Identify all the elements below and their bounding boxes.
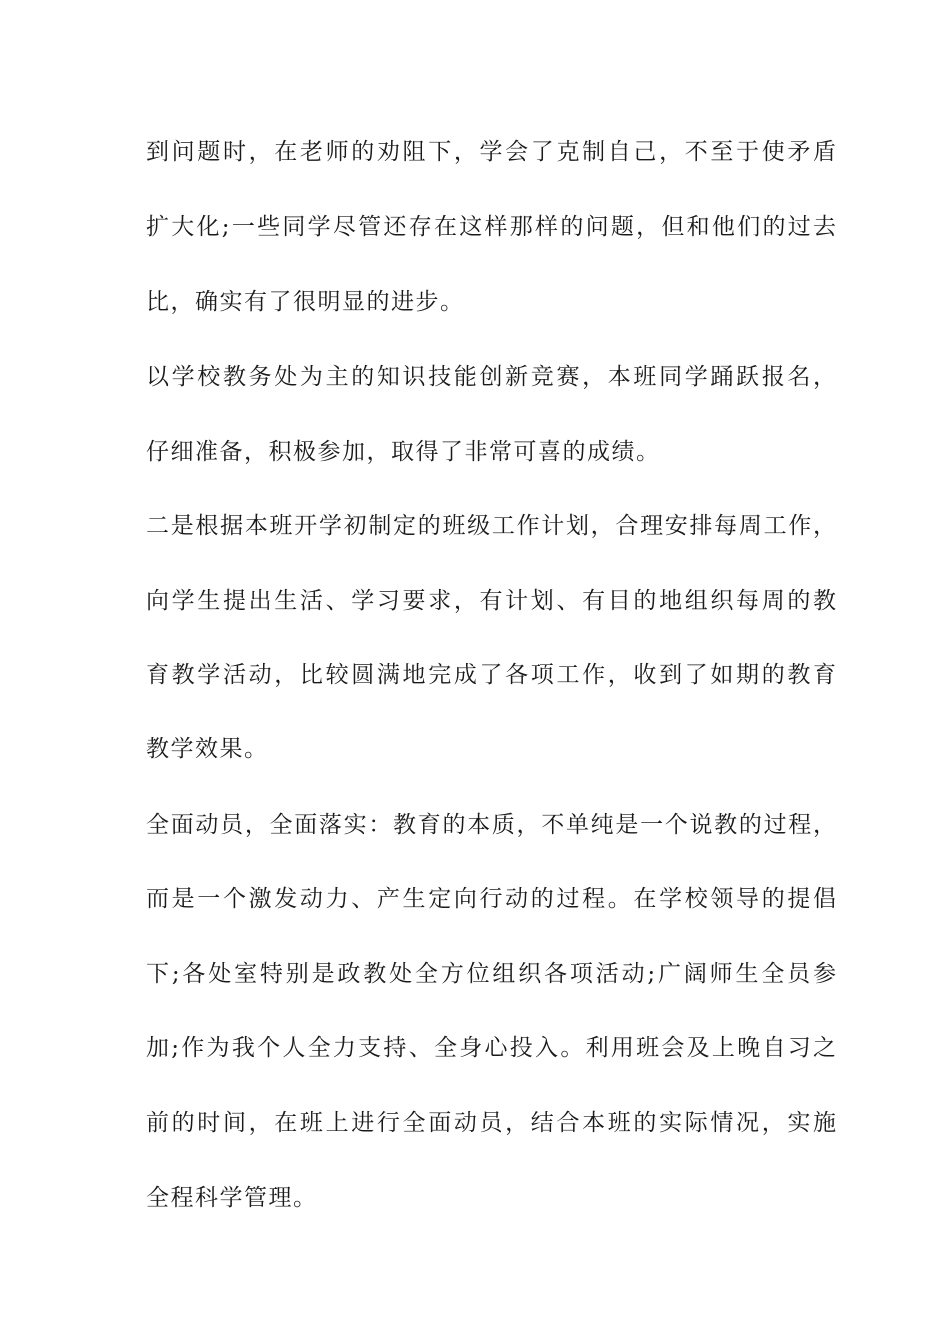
text-line: 加;作为我个人全力支持、全身心投入。利用班会及上晚自习之 (146, 1035, 836, 1061)
text-line: 前的时间，在班上进行全面动员，结合本班的实际情况，实施 (146, 1110, 836, 1136)
text-line: 扩大化;一些同学尽管还存在这样那样的问题，但和他们的过去 (146, 214, 836, 240)
text-line: 育教学活动，比较圆满地完成了各项工作，收到了如期的教育 (146, 662, 836, 688)
text-line: 到问题时，在老师的劝阻下，学会了克制自己，不至于使矛盾 (146, 139, 836, 165)
text-line: 全面动员，全面落实：教育的本质，不单纯是一个说教的过程， (146, 812, 836, 838)
text-line: 全程科学管理。 (146, 1185, 318, 1211)
text-line: 向学生提出生活、学习要求，有计划、有目的地组织每周的教 (146, 588, 836, 614)
text-line: 教学效果。 (146, 736, 269, 762)
text-line: 而是一个激发动力、产生定向行动的过程。在学校领导的提倡 (146, 886, 836, 912)
text-line: 二是根据本班开学初制定的班级工作计划，合理安排每周工作， (146, 513, 836, 539)
text-line: 仔细准备，积极参加，取得了非常可喜的成绩。 (146, 439, 661, 465)
text-line: 比，确实有了很明显的进步。 (146, 289, 465, 315)
text-line: 下;各处室特别是政教处全方位组织各项活动;广阔师生全员参 (146, 961, 836, 987)
text-line: 以学校教务处为主的知识技能创新竞赛，本班同学踊跃报名， (146, 364, 836, 390)
